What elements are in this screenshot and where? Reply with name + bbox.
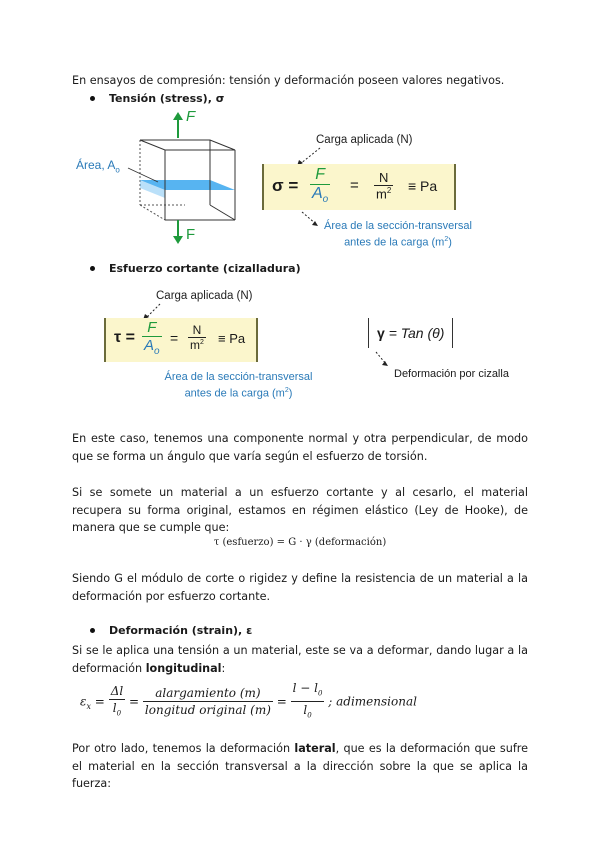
paragraph-2: Si se somete un material a un esfuerzo cortante y al cesarlo, el material recupera su forma original, estamos en régimen elástico (Ley de Hooke), de manera que se cumple que: (72, 486, 528, 534)
gamma-symbol: γ (377, 325, 385, 341)
bullet-tension (90, 92, 224, 105)
shear-formula-box (104, 318, 258, 362)
gamma-arrow (372, 350, 398, 370)
stress-eq: = (350, 177, 359, 194)
paragraph-4: Si se le aplica una tensión a un material, este se va a deformar, dando lugar a la deformación longitudinal: (72, 644, 528, 675)
bullet-tension-label: Tensión (stress), σ (109, 92, 225, 105)
hooke-law: τ (esfuerzo) = G · γ (deformación) (213, 537, 387, 548)
strain-fraction-2: $\frac{\text{alargamiento (m)}}{\text{longitud original (m)}}$ (144, 686, 271, 718)
bullet-deformacion (90, 624, 252, 637)
stress-equiv: ≡ Pa (408, 178, 438, 194)
strain-fraction-1: $\frac{\Delta l}{l_0}$ (110, 683, 124, 718)
shear-equiv: ≡ Pa (218, 331, 246, 346)
strain-fraction-3: $\frac{l - l_0}{l_0}$ (292, 681, 323, 720)
cube-diagram (70, 110, 250, 250)
shear-area-note: Área de la sección-transversal antes de la carga $(m^2)$ (164, 371, 313, 400)
gamma-formula (368, 318, 453, 348)
shear-fraction: $\frac{F}{A_o}$ (144, 319, 160, 357)
force-top-label: F (186, 108, 196, 125)
paragraph-1: En este caso, tenemos una componente normal y otra perpendicular, de modo que se forma un ángulo que varía según el esfuerzo de torsión. (72, 432, 528, 463)
longitudinal-term: longitudinal (145, 661, 222, 675)
paragraph-3: Siendo G el módulo de corte o rigidez y define la resistencia de un material a la deformación por esfuerzo cortante. (72, 572, 528, 603)
shear-lhs: τ = (114, 329, 135, 346)
area-label: Área, $A_o$ (76, 158, 120, 175)
force-bottom-label: F (186, 226, 196, 243)
bullet-dot (90, 96, 95, 101)
bullet-cortante-label: Esfuerzo cortante (cizalladura) (109, 262, 301, 275)
bullet-deformacion-label: Deformación (strain), ε (109, 624, 253, 637)
stress-formula-box (262, 164, 456, 210)
stress-fraction: $\frac{F}{A_o}$ (312, 166, 329, 206)
bullet-cortante (90, 262, 301, 275)
intro-text: En ensayos de compresión: tensión y deformación poseen valores negativos. (72, 74, 505, 87)
stress-carga-label: Carga aplicada (N) (316, 134, 413, 146)
stress-lhs: σ = (272, 176, 299, 195)
bullet-dot (90, 628, 95, 633)
gamma-caption: Deformación por cizalla (394, 368, 509, 380)
lateral-term: lateral (294, 742, 336, 755)
paragraph-5: Por otro lado, tenemos la deformación lateral, que es la deformación que sufre el material en la sección transversal a la dirección sobre la que se aplica la fuerza: (72, 742, 528, 790)
shear-carga-label: Carga aplicada (N) (156, 290, 253, 302)
strain-formula: $\varepsilon_x$ = $\frac{\Delta l}{l_0}$ = $\frac{\text{alargamiento (m)}}{\text{longitud original (m)}}$ = $\frac{l - l_0}{l_0}$ ; adimensional (80, 680, 417, 720)
stress-area-note: Área de la sección-transversal antes de la carga $(m^2)$ (324, 220, 472, 249)
shear-unit-fraction: $\frac{N}{m^2}$ (190, 323, 204, 352)
gamma-rest: = Tan (θ) (388, 325, 445, 341)
bullet-dot (90, 266, 95, 271)
shear-eq: = (170, 330, 179, 346)
stress-unit-fraction: $\frac{N}{m^2}$ (376, 170, 392, 202)
